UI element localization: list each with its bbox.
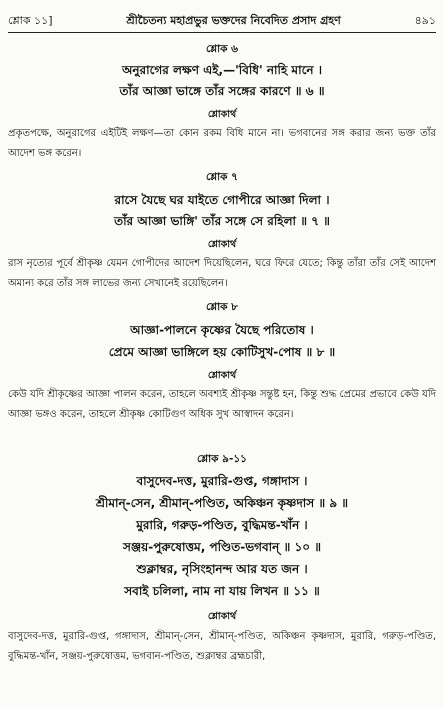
verse-heading: শ্লোক ৯-১১ [197,453,247,465]
translation-text: কেউ যদি শ্রীকৃষ্ণের আজ্ঞা পালন করেন, তাহলে অবশ্যই শ্রীকৃষ্ণ সন্তুষ্ট হন, কিন্তু শুদ্ধ প্রেমের প্রভাবে কেউ যদি আজ্ঞা ভঙ্গও করেন, তাহলে শ্রীকৃষ্ণ কোটিগুণ অধিক সুখ আস্বাদন করেন। [8,389,436,420]
verse-heading: শ্লোক ৮ [206,301,238,313]
verse-heading: শ্লোক ৭ [206,171,238,183]
verse-line: সঞ্জয়-পুরুষোত্তম, পণ্ডিত-ভগবান্ ॥ ১০ ॥ [122,540,322,554]
translation-text: বাসুদেব-দত্ত, মুরারি-গুপ্ত, গঙ্গাদাস, শ্রীমান্-সেন, শ্রীমান্-পণ্ডিত, অকিঞ্চন কৃষ্ণদাস, মুরারি, গরুড়-পণ্ডিত, বুদ্ধিমন্ত-খাঁন, সঞ্জয়-পুরুষোত্তম, ভগবান-পণ্ডিত, শুক্লাম্বর ব্রহ্মচারী, [8,631,436,662]
translation-heading: শ্লোকার্থ [207,370,237,381]
header-verse-ref: শ্লোক ১১] [8,13,53,27]
translation-heading: শ্লোকার্থ [207,109,237,120]
verse-line: শ্রীমান্-সেন, শ্রীমান্-পণ্ডিত, অকিঞ্চন কৃষ্ণদাস ॥ ৯ ॥ [95,496,349,510]
page-number: ৪৯১ [414,13,436,27]
verse-line: তাঁর আজ্ঞা ভাঙ্গে তাঁর সঙ্গের কারণে ॥ ৬ ॥ [119,84,325,98]
running-header [8,10,436,30]
verse-line: সবাই চলিলা, নাম না যায় লিখন ॥ ১১ ॥ [124,584,320,598]
verse-line: আজ্ঞা-পালনে কৃষ্ণের যৈছে পরিতোষ । [130,323,314,337]
verse-line: বাসুদেব-দত্ত, মুরারি-গুপ্ত, গঙ্গাদাস । [136,474,308,488]
verse-line: অনুরাগের লক্ষণ এই,—'বিধি' নাহি মানে । [121,63,323,77]
verse-line: মুরারি, গরুড়-পণ্ডিত, বুদ্ধিমন্ত-খাঁন । [136,518,308,532]
translation-heading: শ্লোকার্থ [207,239,237,250]
verse-heading: শ্লোক ৬ [206,43,238,55]
verse-line: তাঁর আজ্ঞা ভাঙ্গি' তাঁর সঙ্গে সে রহিলা ॥ ৭ ॥ [114,214,330,228]
verse-line: শুক্লাম্বর, নৃসিংহানন্দ আর যত জন । [136,562,308,576]
verse-line: রাসে যৈছে ঘর যাইতে গোপীরে আজ্ঞা দিলা । [114,193,330,207]
translation-text: প্রকৃতপক্ষে, অনুরাগের এইটিই লক্ষণ—তা কোন রকম বিধি মানে না। ভগবানের সঙ্গ করার জন্য ভক্ত তাঁর আদেশ ভঙ্গ করেন। [8,128,436,159]
translation-text: রাস নৃত্যের পূর্বে শ্রীকৃষ্ণ যেমন গোপীদের আদেশ দিয়েছিলেন, ঘরে ফিরে যেতে; কিন্তু তাঁরা তাঁর সেই আদেশ অমান্য করে তাঁর সঙ্গ লাভের জন্য সেখানেই রয়েছিলেন। [8,258,436,289]
header-rule [8,32,436,33]
verse-line: প্রেমে আজ্ঞা ভাঙ্গিলে হয় কোটিসুখ-পোষ ॥ ৮ ॥ [108,345,336,359]
header-chapter-title: শ্রীচৈতন্য মহাপ্রভুর ভক্তদের নিবেদিত প্রসাদ গ্রহণ [126,13,341,27]
translation-heading: শ্লোকার্থ [207,611,237,622]
